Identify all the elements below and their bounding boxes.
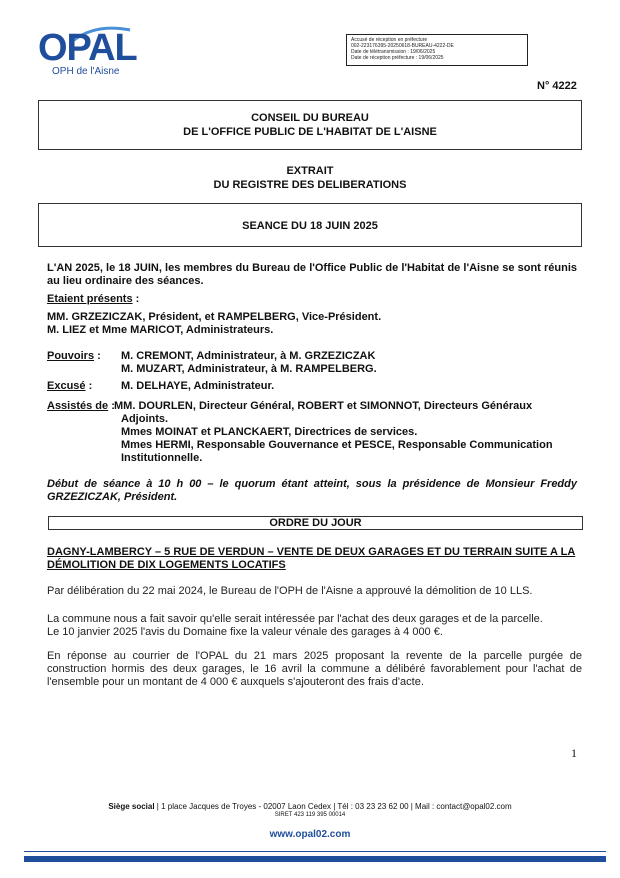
footer-siege-text: | 1 place Jacques de Troyes - 02007 Laon Cedex | Tél : 03 23 23 62 00 | Mail : contact@opal02.com (154, 802, 512, 811)
receipt-line: Date de télétransmission : 19/06/2025 (351, 49, 436, 55)
prefecture-receipt-stamp (346, 34, 528, 66)
presents-heading (47, 293, 577, 306)
extrait-line-2: DU REGISTRE DES DELIBERATIONS (213, 179, 407, 191)
receipt-line: 002-223176395-20250618-BUREAU-4222-DE (351, 43, 454, 49)
excuse-label: Excusé (47, 380, 86, 392)
receipt-line: Date de réception préfecture : 19/06/2025 (351, 55, 444, 61)
logo: OPAL (38, 27, 137, 69)
assistes-line-2: Adjoints. (121, 413, 169, 425)
body-paragraph: La commune nous a fait savoir qu'elle serait intéressée par l'achat des deux garages et de la parcelle. (47, 613, 543, 625)
intro-paragraph: L'AN 2025, le 18 JUIN, les membres du Bureau de l'Office Public de l'Habitat de l'Aisne se sont réunis au lieu ordinaire des séances. (47, 262, 577, 287)
extrait-line-1: EXTRAIT (286, 165, 334, 177)
title-box (38, 100, 582, 150)
presents-label: Etaient présents (47, 293, 133, 305)
footer-address (0, 802, 620, 811)
body-paragraph: Le 10 janvier 2025 l'avis du Domaine fixe la valeur vénale des garages à 4 000 €. (47, 626, 443, 638)
presents-colon: : (132, 293, 140, 305)
website-link[interactable]: www.opal02.com (269, 829, 351, 840)
pouvoirs-heading (47, 350, 101, 363)
footer-bar (24, 856, 606, 862)
session-start-statement: Début de séance à 10 h 00 – le quorum étant atteint, sous la présidence de Monsieur Freddy GRZEZICZAK, Président. (47, 478, 577, 503)
assistes-line-4: Mmes HERMI, Responsable Gouvernance et PESCE, Responsable Communication (121, 439, 553, 451)
page-number: 1 (571, 746, 577, 760)
agenda-subject: DAGNY-LAMBERCY – 5 RUE DE VERDUN – VENTE DE DEUX GARAGES ET DU TERRAIN SUITE A LA DÉMOLITION DE DIX LOGEMENTS LOCATIFS (47, 546, 576, 571)
pouvoirs-line-2: M. MUZART, Administrateur, à M. RAMPELBERG. (121, 363, 377, 375)
title-line-1: CONSEIL DU BUREAU (251, 112, 369, 124)
assistes-label: Assistés de (47, 400, 109, 412)
seance-box (38, 203, 582, 247)
logo-subtitle: OPH de l'Aisne (52, 66, 120, 77)
footer-divider (24, 851, 606, 852)
assistes-line-3: Mmes MOINAT et PLANCKAERT, Directrices de services. (121, 426, 418, 438)
pouvoirs-colon: : (94, 350, 101, 362)
excuse-colon: : (85, 380, 93, 392)
seance-date: SEANCE DU 18 JUIN 2025 (242, 220, 378, 232)
presents-line-2: M. LIEZ et Mme MARICOT, Administrateurs. (47, 324, 274, 336)
assistes-line-1: MM. DOURLEN, Directeur Général, ROBERT et SIMONNOT, Directeurs Généraux (114, 400, 533, 412)
document-number: N° 4222 (537, 80, 577, 92)
assistes-line-5: Institutionnelle. (121, 452, 203, 464)
body-paragraph: En réponse au courrier de l'OPAL du 21 mars 2025 proposant la revente de la parcelle purgée de construction hormis des deux garages, le 16 avril la commune a délibéré favorablement pour l'achat de l'ensemble pour un montant de 4 000 € auxquels s'ajouteront des frais d'acte. (47, 650, 582, 688)
excuse-line-1: M. DELHAYE, Administrateur. (121, 380, 275, 392)
footer-siege-label: Siège social (108, 802, 155, 811)
receipt-line: Accusé de réception en préfecture (351, 37, 428, 43)
agenda-heading: ORDRE DU JOUR (48, 516, 583, 530)
title-line-2: DE L'OFFICE PUBLIC DE L'HABITAT DE L'AISNE (183, 126, 437, 138)
body-paragraph: Par délibération du 22 mai 2024, le Bureau de l'OPH de l'Aisne a approuvé la démolition de 10 LLS. (47, 585, 533, 597)
pouvoirs-label: Pouvoirs (47, 350, 95, 362)
assistes-colon: : (108, 400, 115, 412)
assistes-heading (47, 400, 115, 413)
pouvoirs-line-1: M. CREMONT, Administrateur, à M. GRZEZICZAK (121, 350, 376, 362)
excuse-heading (47, 380, 92, 393)
presents-line-1: MM. GRZEZICZAK, Président, et RAMPELBERG, Vice-Président. (47, 311, 382, 323)
extrait-heading (38, 164, 582, 192)
footer-siret: SIRET 423 119 395 00014 (274, 812, 346, 818)
